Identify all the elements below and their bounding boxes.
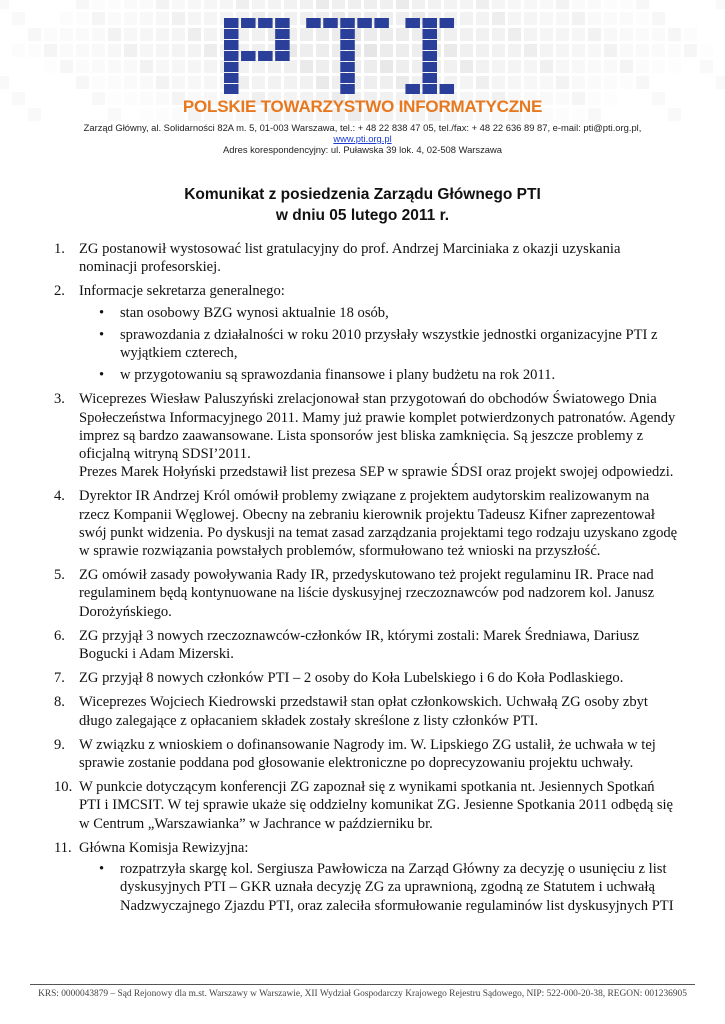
item-number: 7. xyxy=(54,670,65,687)
sub-list-item xyxy=(79,366,680,384)
item-text-continued: Prezes Marek Hołyński przedstawił list prezesa SEP w sprawie ŚDSI oraz projekt swojej odpowiedzi. xyxy=(79,464,674,481)
bullet-icon: • xyxy=(99,326,105,343)
list-item xyxy=(54,566,680,621)
item-number: 4. xyxy=(54,488,65,505)
header-address: Zarząd Główny, al. Solidarności 82A m. 5, 01-003 Warszawa, tel.: + 48 22 838 47 05, tel./fax: + 48 22 636 89 87, e-mail: pti@pti.org.pl, xyxy=(83,122,642,133)
minutes-list xyxy=(54,240,680,921)
item-number: 3. xyxy=(54,391,65,408)
item-text: ZG omówił zasady powoływania Rady IR, przedyskutowano też projekt regulaminu IR. Prace nad regulaminem będą kontynuowane na liście dyskusyjnej rzeczoznawców pod nadzorem kol. Janusz Dorożyńskiego. xyxy=(79,567,655,620)
header-website-line xyxy=(0,133,725,144)
bullet-icon: • xyxy=(99,304,105,321)
item-number: 11. xyxy=(54,839,72,856)
item-number: 8. xyxy=(54,694,65,711)
item-text: Wiceprezes Wojciech Kiedrowski przedstawił stan opłat członkowskich. Uchwałą ZG osoby zbyt długo zalegające z opłacaniem składek zostały skreślone z listy członków PTI. xyxy=(79,694,648,729)
bullet-icon: • xyxy=(99,861,105,878)
list-item xyxy=(54,778,680,833)
website-link[interactable]: www.pti.org.pl xyxy=(333,133,392,144)
list-item xyxy=(54,669,680,687)
item-text: Dyrektor IR Andrzej Król omówił problemy związane z projektem audytorskim realizowanym na rzecz Kompanii Węglowej. Obecny na zebraniu kierownik projektu Tadeusz Kifner zaprezentował swój punkt widzenia. Po dyskusji na temat zasad zarządzania projektami tego rodzaju uzyskano zgodę w sprawie rozwiązania powstałych problemów, sformułowano też wnioski na przyszłość. xyxy=(79,488,678,560)
item-number: 10. xyxy=(54,779,73,796)
list-item xyxy=(54,627,680,663)
list-item xyxy=(54,693,680,729)
document-title: Komunikat z posiedzenia Zarządu Głównego PTI xyxy=(184,186,541,203)
sub-item-text: rozpatrzyła skargę kol. Sergiusza Pawłowicza na Zarząd Główny za decyzję o usunięciu z list dyskusyjnych PTI – GKR uznała decyzję ZG za uprawnioną, zgodną ze Statutem i uchwałą Nadzwyczajnego Zjazdu PTI, oraz zaleciła sformułowanie regulaminów list dyskusyjnych PTI xyxy=(120,861,674,914)
list-item xyxy=(54,487,680,560)
sub-list xyxy=(79,304,680,385)
pti-logo-mark xyxy=(224,18,501,96)
item-text: ZG przyjął 8 nowych członków PTI – 2 osoby do Koła Lubelskiego i 6 do Koła Podlaskiego. xyxy=(79,670,624,687)
sub-list-item xyxy=(79,326,680,362)
item-text: W związku z wnioskiem o dofinansowanie Nagrody im. W. Lipskiego ZG ustalił, że uchwała w tej sprawie zostanie poddana pod głosowanie elektroniczne po doprecyzowaniu projektu uchwały. xyxy=(79,736,656,772)
document-date: w dniu 05 lutego 2011 r. xyxy=(275,207,450,224)
item-text: ZG postanowił wystosować list gratulacyjny do prof. Andrzej Marciniaka z okazji uzyskania nominacji profesorskiej. xyxy=(79,241,621,276)
sub-list-item xyxy=(79,860,680,915)
list-item xyxy=(54,240,680,276)
footer-registration-info: KRS: 0000043879 – Sąd Rejonowy dla m.st. Warszawy w Warszawie, XII Wydział Gospodarczy Krajowego Rejestru Sądowego, NIP: 522-000-20-38, REGON: 001236905 xyxy=(38,989,687,999)
item-text: Wiceprezes Wiesław Paluszyński zrelacjonował stan przygotowań do obchodów Światowego Dnia Społeczeństwa Informacyjnego 2011. Mamy już prawie komplet potwierdzonych patronatów. Agendy imprez są bardzo zaawansowane. Lista sponsorów jest bliska zamknięcia. Są jeszcze problemy z oficjalną witryną SDSI’2011. xyxy=(79,391,676,463)
item-text: W punkcie dotyczącym konferencji ZG zapoznał się z wynikami spotkania nt. Jesiennych Spotkań PTI i IMCSIT. W tej sprawie ukaże się oddzielny komunikat ZG. Jesienne Spotkania 2011 odbędą się w Centrum „Warszawianka” w Jachrance w październiku br. xyxy=(79,779,674,832)
organization-name: POLSKIE TOWARZYSTWO INFORMATYCZNE xyxy=(182,97,543,116)
sub-item-text: stan osobowy BZG wynosi aktualnie 18 osób, xyxy=(120,304,389,321)
item-text: Główna Komisja Rewizyjna: xyxy=(79,839,249,856)
footer-divider xyxy=(30,984,695,985)
list-item xyxy=(54,839,680,915)
bullet-icon: • xyxy=(99,367,105,384)
sub-item-text: sprawozdania z działalności w roku 2010 przysłały wszystkie jednostki organizacyjne PTI z wyjątkiem czterech, xyxy=(120,326,658,362)
item-text: ZG przyjął 3 nowych rzeczoznawców-członków IR, którymi zostali: Marek Średniawa, Dariusz Bogucki i Adam Mizerski. xyxy=(79,627,640,663)
sub-list-item xyxy=(79,304,680,322)
item-text: Informacje sekretarza generalnego: xyxy=(79,283,285,300)
sub-item-text: w przygotowaniu są sprawozdania finansowe i plany budżetu na rok 2011. xyxy=(120,367,556,384)
item-number: 1. xyxy=(54,241,65,257)
list-item xyxy=(54,282,680,384)
item-number: 9. xyxy=(54,736,65,753)
header-correspondence-address: Adres korespondencyjny: ul. Puławska 39 lok. 4, 02-508 Warszawa xyxy=(223,144,502,155)
item-number: 5. xyxy=(54,567,65,584)
letterhead-logo xyxy=(0,0,725,125)
list-item xyxy=(54,390,680,481)
sub-list xyxy=(79,860,680,915)
item-number: 6. xyxy=(54,627,65,644)
list-item xyxy=(54,736,680,772)
item-number: 2. xyxy=(54,283,65,300)
